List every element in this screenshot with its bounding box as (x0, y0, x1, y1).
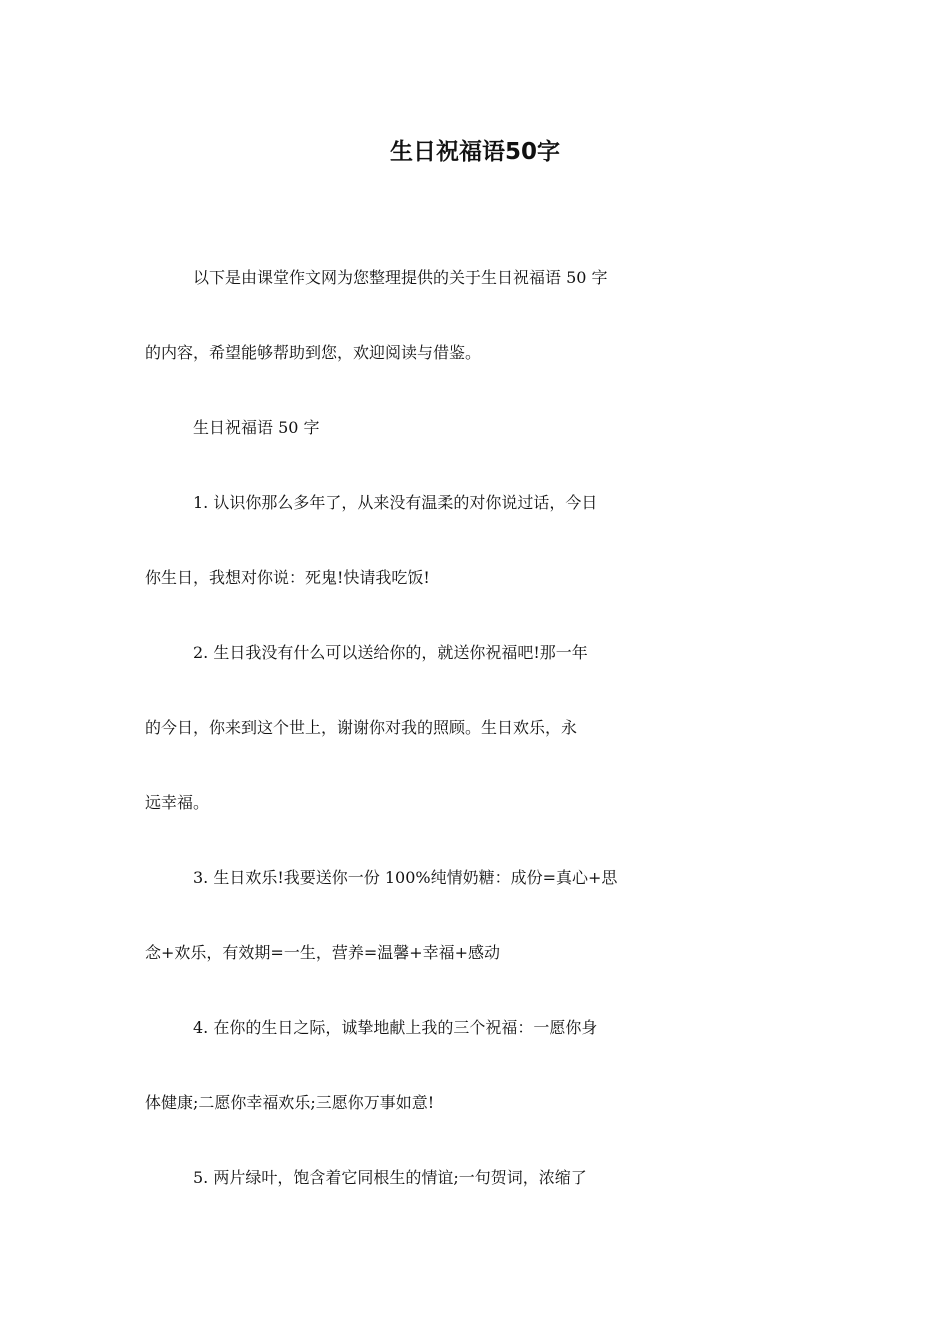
body-line: 2. 生日我没有什么可以送给你的，就送你祝福吧!那一年 (193, 643, 588, 662)
document-title: 生日祝福语50字 (389, 139, 560, 165)
body-line: 体健康;二愿你幸福欢乐;三愿你万事如意! (145, 1093, 435, 1112)
body-line: 5. 两片绿叶，饱含着它同根生的情谊;一句贺词，浓缩了 (193, 1168, 587, 1187)
body-line: 4. 在你的生日之际，诚挚地献上我的三个祝福：一愿你身 (193, 1018, 598, 1037)
body-line: 3. 生日欢乐!我要送你一份 100%纯情奶糖：成份=真心+思 (193, 868, 618, 887)
body-line: 远幸福。 (145, 793, 210, 812)
body-line: 的今日，你来到这个世上，谢谢你对我的照顾。生日欢乐，永 (145, 718, 578, 737)
body-line: 你生日，我想对你说：死鬼!快请我吃饭! (145, 568, 430, 587)
body-line: 1. 认识你那么多年了，从来没有温柔的对你说过话，今日 (193, 493, 598, 512)
section-heading: 生日祝福语 50 字 (193, 418, 320, 437)
body-line: 以下是由课堂作文网为您整理提供的关于生日祝福语 50 字 (193, 268, 608, 287)
document-body (145, 258, 809, 1233)
body-line: 念+欢乐，有效期=一生，营养=温馨+幸福+感动 (145, 943, 501, 962)
body-line: 的内容，希望能够帮助到您，欢迎阅读与借鉴。 (145, 343, 482, 362)
